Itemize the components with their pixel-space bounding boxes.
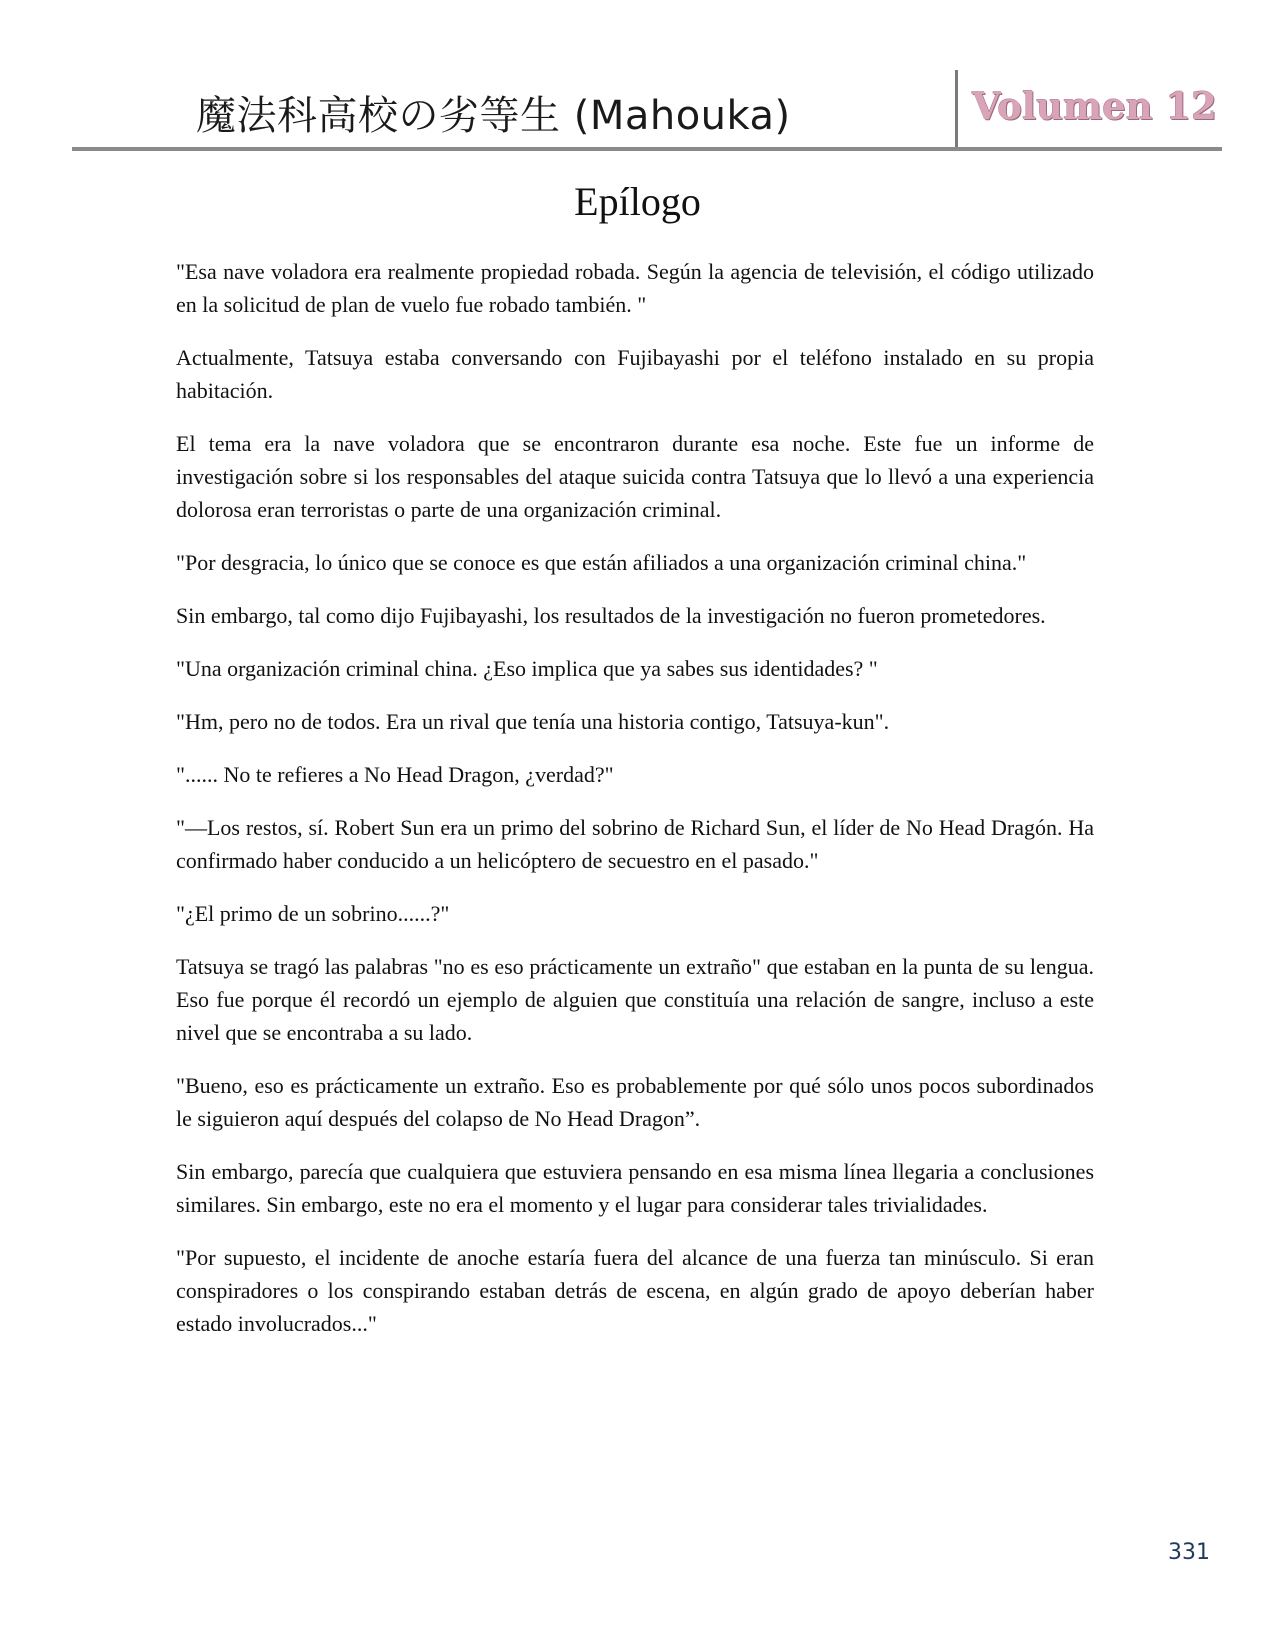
- paragraph: El tema era la nave voladora que se encontraron durante esa noche. Este fue un informe de investigación sobre si los responsables del ataque suicida contra Tatsuya que lo llevó a una experiencia dolorosa eran terroristas o parte de una organización criminal.: [176, 431, 1094, 522]
- body-text: [176, 255, 1094, 1360]
- paragraph: "—Los restos, sí. Robert Sun era un primo del sobrino de Richard Sun, el líder de No Head Dragón. Ha confirmado haber conducido a un helicóptero de secuestro en el pasado.": [176, 815, 1094, 873]
- paragraph: "Bueno, eso es prácticamente un extraño. Eso es probablemente por qué sólo unos pocos subordinados le siguieron aquí después del colapso de No Head Dragon”.: [176, 1073, 1094, 1131]
- paragraph: "Hm, pero no de todos. Era un rival que tenía una historia contigo, Tatsuya-kun".: [176, 709, 890, 734]
- header-divider: [955, 70, 958, 147]
- book-title: 魔法科高校の劣等生 (Mahouka): [196, 93, 791, 139]
- page-number: 331: [1168, 1540, 1210, 1565]
- page-header: [72, 70, 1222, 150]
- volume-label: Volumen 12: [972, 84, 1217, 128]
- chapter-title: Epílogo: [574, 179, 701, 224]
- header-rule: [72, 147, 1222, 151]
- paragraph: Actualmente, Tatsuya estaba conversando con Fujibayashi por el teléfono instalado en su propia habitación.: [176, 345, 1094, 403]
- paragraph: "Una organización criminal china. ¿Eso implica que ya sabes sus identidades? ": [176, 656, 878, 681]
- paragraph: "Por desgracia, lo único que se conoce es que están afiliados a una organización criminal china.": [176, 550, 1027, 575]
- paragraph: "...... No te refieres a No Head Dragon, ¿verdad?": [176, 762, 614, 787]
- paragraph: "¿El primo de un sobrino......?": [176, 901, 450, 926]
- paragraph: "Esa nave voladora era realmente propiedad robada. Según la agencia de televisión, el código utilizado en la solicitud de plan de vuelo fue robado también. ": [176, 259, 1094, 317]
- paragraph: Sin embargo, tal como dijo Fujibayashi, los resultados de la investigación no fueron prometedores.: [176, 603, 1046, 628]
- paragraph: Sin embargo, parecía que cualquiera que estuviera pensando en esa misma línea llegaria a conclusiones similares. Sin embargo, este no era el momento y el lugar para considerar tales trivialidades.: [176, 1159, 1094, 1217]
- paragraph: Tatsuya se tragó las palabras "no es eso prácticamente un extraño" que estaban en la punta de su lengua. Eso fue porque él recordó un ejemplo de alguien que constituía una relación de sangre, incluso a este nivel que se encontraba a su lado.: [176, 954, 1094, 1045]
- paragraph: "Por supuesto, el incidente de anoche estaría fuera del alcance de una fuerza tan minúsculo. Si eran conspiradores o los conspirando estaban detrás de escena, en algún grado de apoyo deberían haber estado involucrados...": [176, 1245, 1094, 1336]
